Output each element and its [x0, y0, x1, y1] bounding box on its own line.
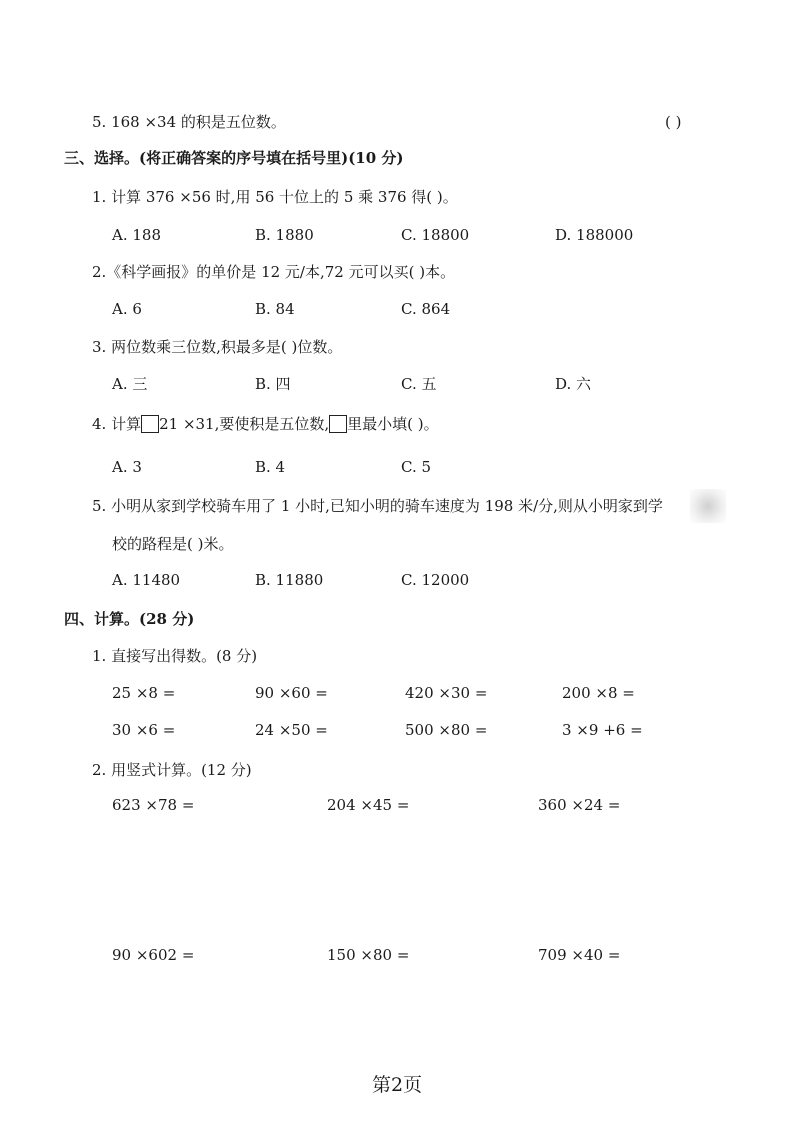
answer-blank[interactable]: ( ): [665, 113, 682, 131]
section-4-heading: 四、计算。(28 分): [64, 610, 195, 628]
vertical-calc-item: 90 ×602 =: [112, 946, 195, 964]
page-number: 第2页: [372, 1074, 423, 1096]
option-b[interactable]: B. 1880: [255, 226, 314, 244]
option-a[interactable]: A. 6: [112, 300, 142, 318]
option-a[interactable]: A. 188: [112, 226, 161, 244]
oral-calc-item: 3 ×9 +6 =: [562, 721, 643, 739]
oral-calc-item: 420 ×30 =: [405, 684, 488, 702]
choice-question-4: [92, 414, 439, 434]
vertical-calc-item: 709 ×40 =: [538, 946, 621, 964]
option-d[interactable]: D. 188000: [555, 226, 634, 244]
oral-calc-item: 500 ×80 =: [405, 721, 488, 739]
option-c[interactable]: C. 5: [401, 458, 432, 476]
question-4-suffix: 里最小填( )。: [347, 415, 439, 433]
vertical-calc-item: 623 ×78 =: [112, 796, 195, 814]
choice-question-1: 1. 计算 376 ×56 时,用 56 十位上的 5 乘 376 得( )。: [92, 188, 458, 206]
option-c[interactable]: C. 五: [401, 375, 437, 393]
scan-smudge: [690, 489, 726, 523]
oral-calc-item: 200 ×8 =: [562, 684, 635, 702]
choice-question-5-line-1: 5. 小明从家到学校骑车用了 1 小时,已知小明的骑车速度为 198 米/分,则从小明家到学: [92, 497, 663, 515]
option-a[interactable]: A. 三: [112, 375, 148, 393]
part-1-title: 1. 直接写出得数。(8 分): [92, 647, 258, 665]
oral-calc-item: 90 ×60 =: [255, 684, 328, 702]
option-b[interactable]: B. 4: [255, 458, 286, 476]
option-d[interactable]: D. 六: [555, 375, 592, 393]
question-4-prefix: 4. 计算: [92, 415, 142, 433]
vertical-calc-item: 150 ×80 =: [327, 946, 410, 964]
option-c[interactable]: C. 18800: [401, 226, 470, 244]
option-b[interactable]: B. 四: [255, 375, 291, 393]
part-2-title: 2. 用竖式计算。(12 分): [92, 761, 252, 779]
choice-question-5-line-2: 校的路程是( )米。: [112, 535, 234, 553]
vertical-calc-item: 360 ×24 =: [538, 796, 621, 814]
option-b[interactable]: B. 11880: [255, 571, 324, 589]
option-b[interactable]: B. 84: [255, 300, 295, 318]
choice-question-3: 3. 两位数乘三位数,积最多是( )位数。: [92, 338, 343, 356]
option-a[interactable]: A. 3: [112, 458, 142, 476]
oral-calc-item: 25 ×8 =: [112, 684, 176, 702]
blank-square-icon: [141, 415, 159, 433]
option-a[interactable]: A. 11480: [112, 571, 181, 589]
judge-question-5: 5. 168 ×34 的积是五位数。: [92, 113, 286, 131]
question-4-middle: 21 ×31,要使积是五位数,: [159, 415, 330, 433]
vertical-calc-item: 204 ×45 =: [327, 796, 410, 814]
option-c[interactable]: C. 864: [401, 300, 451, 318]
blank-square-icon: [329, 415, 347, 433]
choice-question-2: 2.《科学画报》的单价是 12 元/本,72 元可以买( )本。: [92, 263, 456, 281]
section-3-heading: 三、选择。(将正确答案的序号填在括号里)(10 分): [64, 149, 404, 167]
oral-calc-item: 30 ×6 =: [112, 721, 176, 739]
oral-calc-item: 24 ×50 =: [255, 721, 328, 739]
option-c[interactable]: C. 12000: [401, 571, 470, 589]
